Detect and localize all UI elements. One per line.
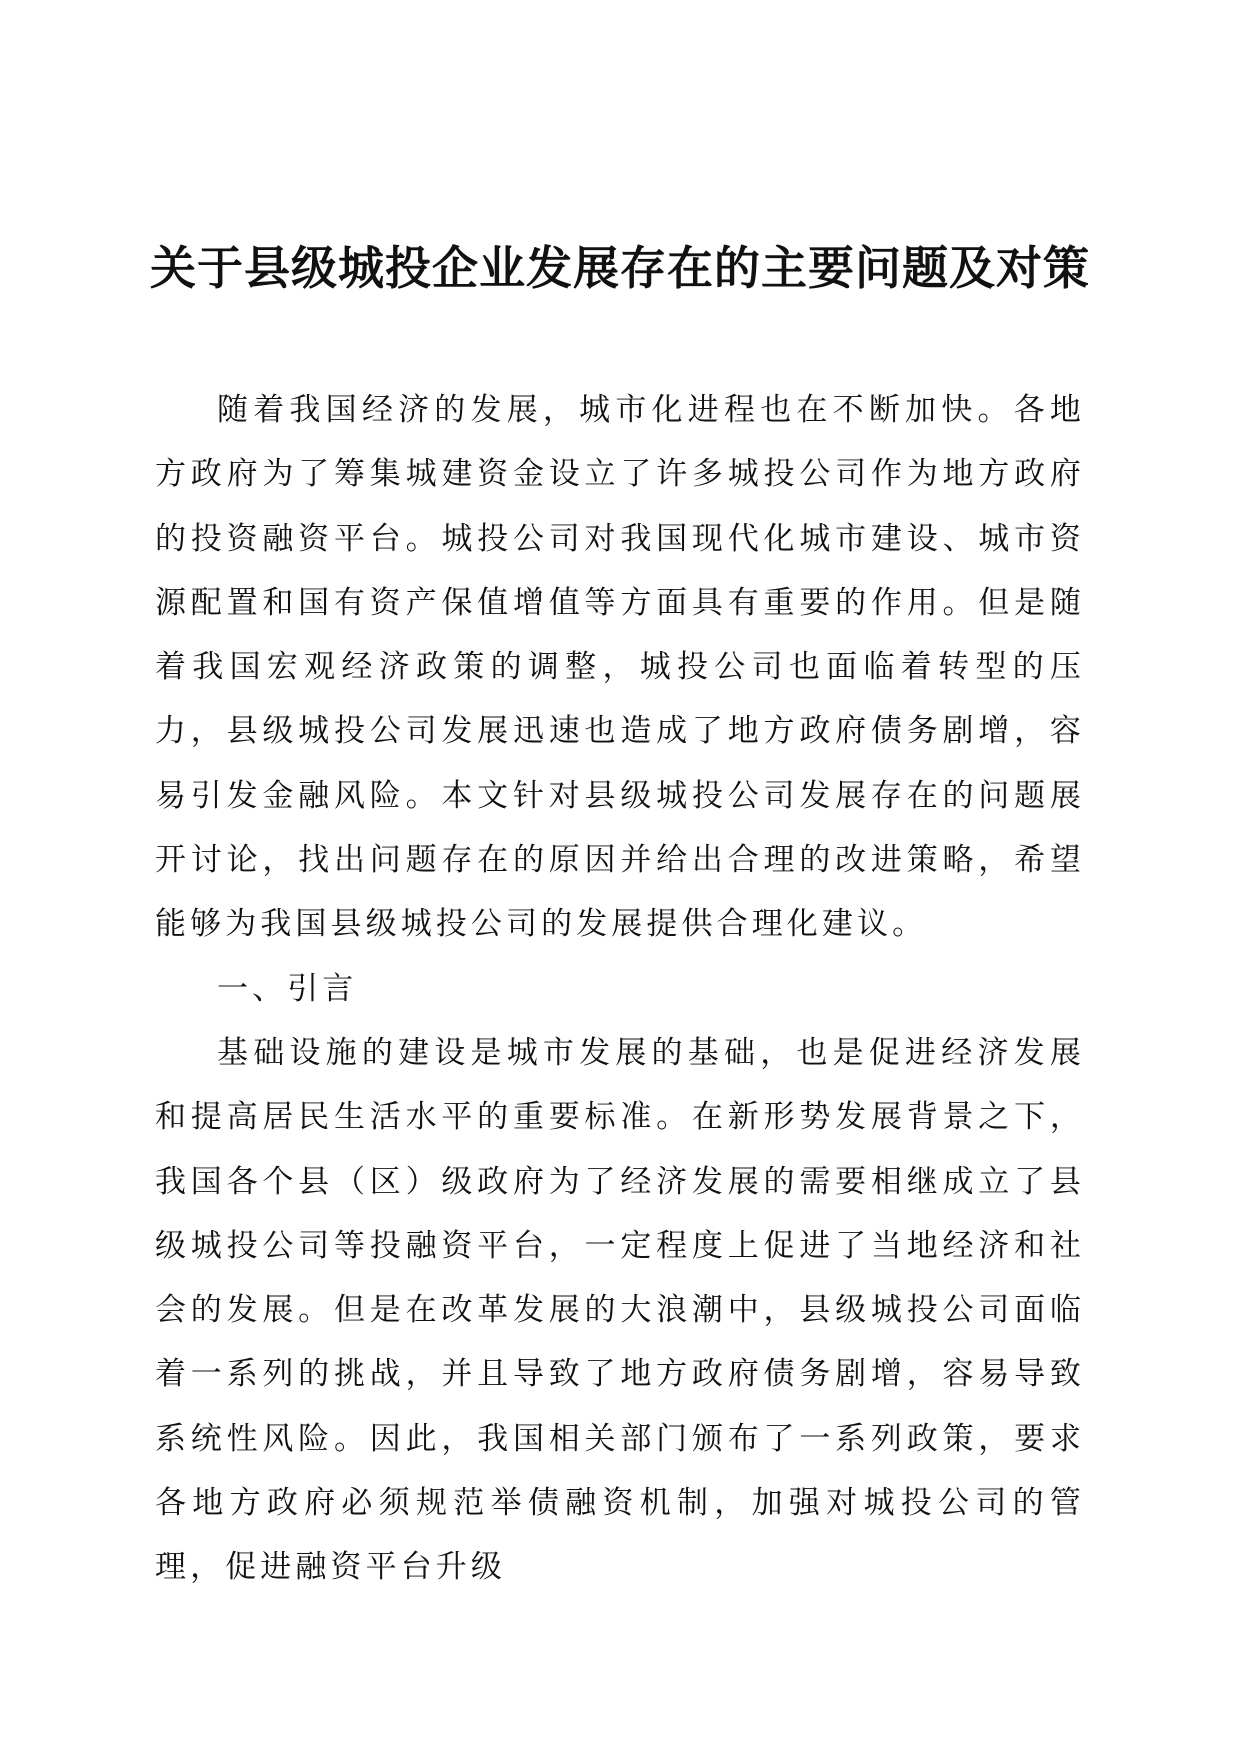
intro-paragraph: 随着我国经济的发展，城市化进程也在不断加快。各地方政府为了筹集城建资金设立了许多城投公司作为地方政府的投资融资平台。城投公司对我国现代化城市建设、城市资源配置和国有资产保值增值等方面具有重要的作用。但是随着我国宏观经济政策的调整，城投公司也面临着转型的压力，县级城投公司发展迅速也造成了地方政府债务剧增，容易引发金融风险。本文针对县级城投公司发展存在的问题展开讨论，找出问题存在的原因并给出合理的改进策略，希望能够为我国县级城投公司的发展提供合理化建议。 — [155, 392, 1085, 943]
document-title: 关于县级城投企业发展存在的主要问题及对策 — [150, 241, 1090, 295]
section-heading: 一、引言 — [217, 970, 358, 1007]
document-body — [155, 378, 1085, 1600]
section-paragraph: 基础设施的建设是城市发展的基础，也是促进经济发展和提高居民生活水平的重要标准。在新形势发展背景之下，我国各个县（区）级政府为了经济发展的需要相继成立了县级城投公司等投融资平台，一定程度上促进了当地经济和社会的发展。但是在改革发展的大浪潮中，县级城投公司面临着一系列的挑战，并且导致了地方政府债务剧增，容易导致系统性风险。因此，我国相关部门颁布了一系列政策，要求各地方政府必须规范举债融资机制，加强对城投公司的管理，促进融资平台升级 — [155, 1034, 1085, 1586]
